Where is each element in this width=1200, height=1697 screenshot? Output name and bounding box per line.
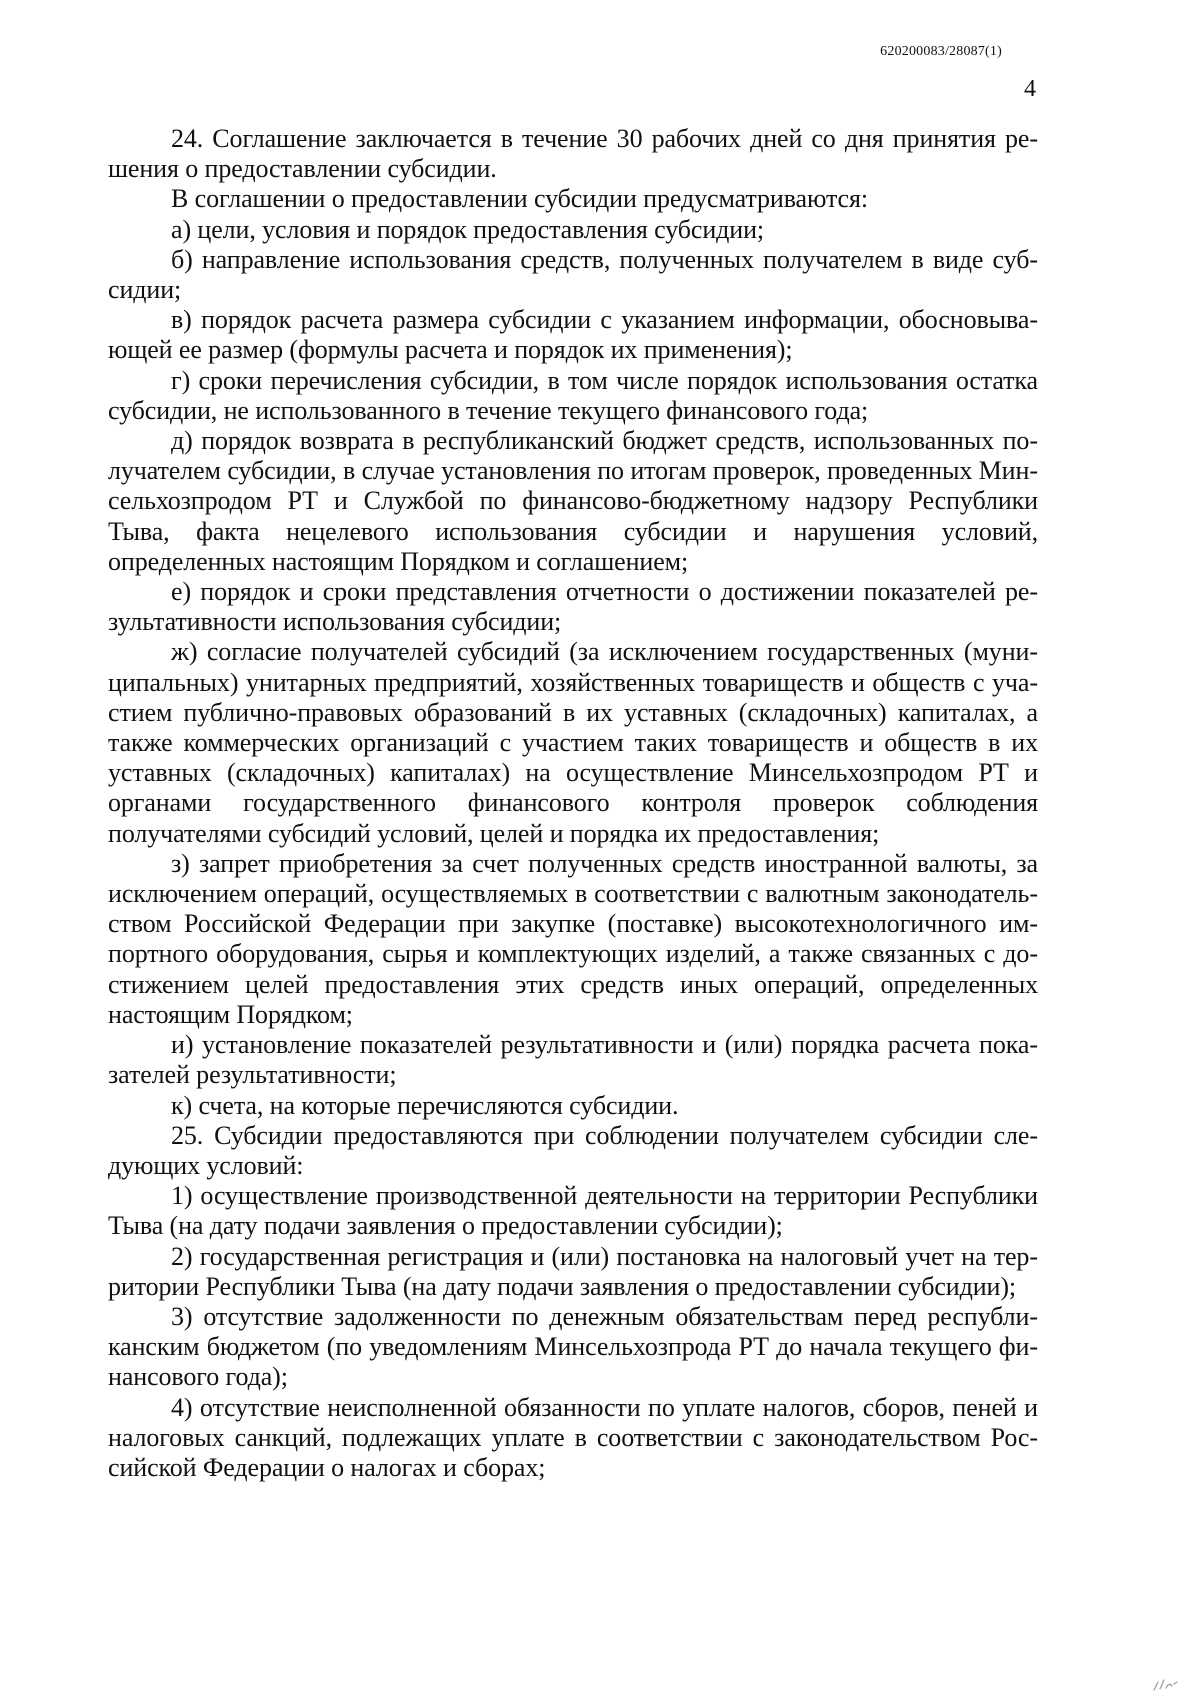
paragraph-agreement-intro: В соглашении о предоставлении субсидии предусматриваются: bbox=[171, 184, 868, 214]
condition-3: 3) отсутствие задолженности по денежным обязательствам перед республиканским бюджетом (по уведомлениям Минсельхозпрода РТ до начала текущего финансового года); bbox=[108, 1301, 1038, 1392]
condition-1: 1) осуществление производственной деятельности на территории Республики Тыва (на дату подачи заявления о предоставлении субсидии); bbox=[108, 1181, 1038, 1241]
list-item-z: з) запрет приобретения за счет полученных средств иностранной валюты, за исключением операций, осуществляемых в соответствии с валютным законодательством Российской Федерации при закупке (поставке) высокотехнологичного импортного оборудования, сырья и комплектующих изделий, а также связанных с достижением целей предоставления этих средств иных операций, определенных настоящим Порядком; bbox=[108, 848, 1038, 1029]
paragraph-24: 24. Соглашение заключается в течение 30 рабочих дней со дня принятия решения о предоставлении субсидии. bbox=[108, 124, 1038, 184]
list-item-e: е) порядок и сроки представления отчетности о достижении показателей результативности использования субсидии; bbox=[108, 577, 1038, 637]
condition-2: 2) государственная регистрация и (или) постановка на налоговый учет на территории Республики Тыва (на дату подачи заявления о предоставлении субсидии); bbox=[108, 1241, 1038, 1301]
list-item-d: д) порядок возврата в республиканский бюджет средств, использованных получателем субсидии, в случае установления по итогам проверок, проведенных Минсельхозпродом РТ и Службой по финансово-бюджетному надзору Республики Тыва, факта нецелевого использования субсидии и нарушения условий, определенных настоящим Порядком и соглашением; bbox=[108, 426, 1038, 576]
list-item-a: а) цели, условия и порядок предоставления субсидии; bbox=[171, 214, 765, 244]
list-item-v: в) порядок расчета размера субсидии с указанием информации, обосновывающей ее размер (формулы расчета и порядок их применения); bbox=[108, 305, 1038, 365]
list-item-zh: ж) согласие получателей субсидий (за исключением государственных (муниципальных) унитарных предприятий, хозяйственных товариществ и обществ с участием публично-правовых образований в их уставных (складочных) капиталах, а также коммерческих организаций с участием таких товариществ и обществ в их уставных (складочных) капиталах) на осуществление Минсельхозпродом РТ и органами государственного финансового контроля проверок соблюдения получателями субсидий условий, целей и порядка их предоставления; bbox=[108, 637, 1038, 848]
page-number: 4 bbox=[1024, 76, 1036, 102]
list-item-b: б) направление использования средств, полученных получателем в виде субсидии; bbox=[108, 244, 1038, 305]
list-item-k: к) счета, на которые перечисляются субсидии. bbox=[171, 1090, 679, 1120]
list-item-i: и) установление показателей результативности и (или) порядка расчета показателей результативности; bbox=[108, 1030, 1038, 1090]
document-body bbox=[108, 124, 1038, 1483]
list-item-g: г) сроки перечисления субсидии, в том числе порядок использования остатка субсидии, не использованного в течение текущего финансового года; bbox=[108, 365, 1038, 425]
condition-4: 4) отсутствие неисполненной обязанности по уплате налогов, сборов, пеней и налоговых санкций, подлежащих уплате в соответствии с законодательством Российской Федерации о налогах и сборах; bbox=[108, 1392, 1038, 1482]
scan-mark-icon bbox=[1152, 1676, 1182, 1692]
document-id: 620200083/28087(1) bbox=[880, 44, 1002, 59]
paragraph-25: 25. Субсидии предоставляются при соблюдении получателем субсидии следующих условий: bbox=[108, 1120, 1038, 1180]
